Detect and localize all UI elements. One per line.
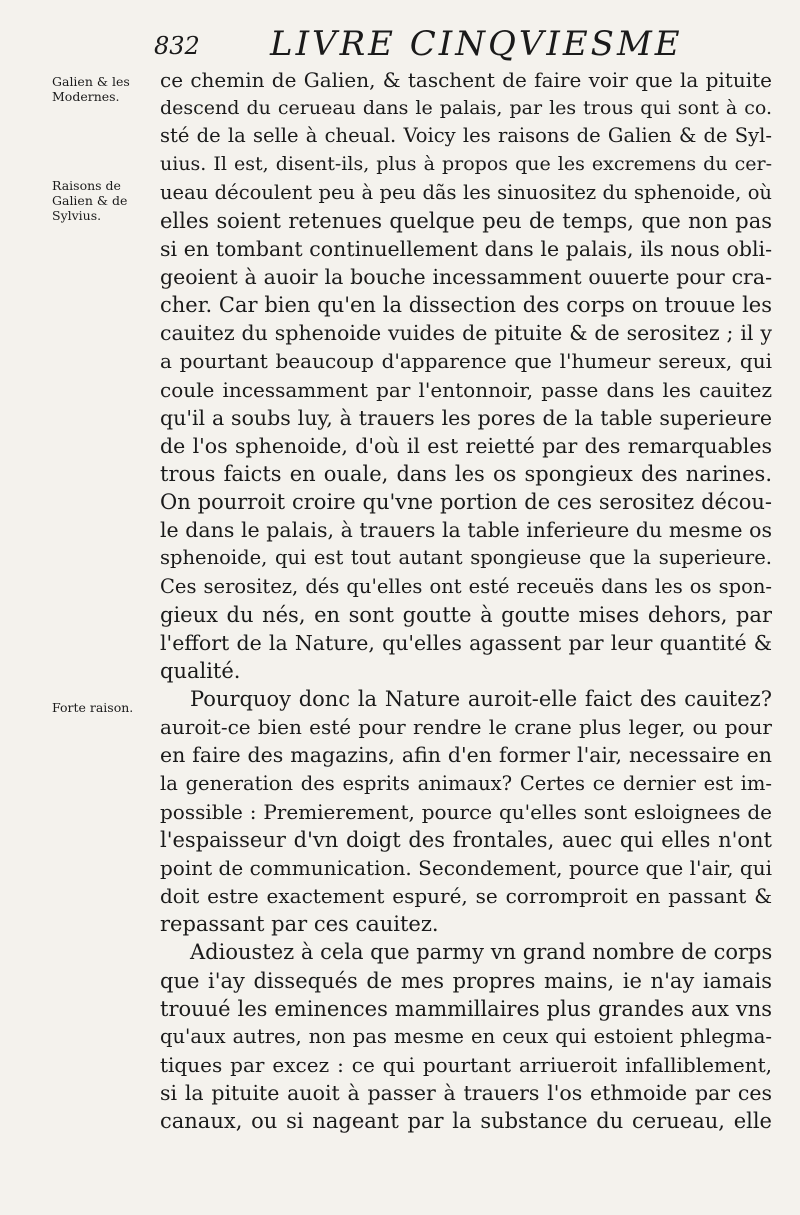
text-line: auroit-ce bien esté pour rendre le crane plus leger, ou pour <box>160 715 772 740</box>
margin-note: Raisons de Galien & de Sylvius. <box>52 178 128 223</box>
text-line: qu'aux autres, non pas mesme en ceux qui estoient phlegma- <box>160 1024 772 1048</box>
page-number: 832 <box>154 32 200 60</box>
text-line: repassant par ces cauitez. <box>160 912 439 937</box>
text-line: point de communication. Secondement, pource que l'air, qui <box>160 855 772 880</box>
text-line: a pourtant beaucoup d'apparence que l'humeur sereux, qui <box>160 349 772 374</box>
margin-note: Galien & les Modernes. <box>52 74 130 104</box>
text-line: doit estre exactement espuré, se corromproit en passant & <box>160 884 772 909</box>
text-line: coule incessamment par l'entonnoir, passe dans les cauitez <box>160 377 772 402</box>
text-line: trouué les eminences mammillaires plus grandes aux vns <box>160 996 772 1021</box>
text-line: trous faicts en ouale, dans les os spongieux des narines. <box>160 461 772 486</box>
text-line: de l'os sphenoide, d'où il est reietté par des remarquables <box>160 433 772 458</box>
text-line: qualité. <box>160 658 241 683</box>
text-line: si en tombant continuellement dans le palais, ils nous obli- <box>160 236 772 261</box>
text-line: l'espaisseur d'vn doigt des frontales, auec qui elles n'ont <box>160 827 772 852</box>
text-line: que i'ay dissequés de mes propres mains, ie n'ay iamais <box>160 968 772 993</box>
text-line: canaux, ou si nageant par la substance du cerueau, elle <box>160 1109 772 1134</box>
text-line: Ces serositez, dés qu'elles ont esté receuës dans les os spon- <box>160 574 772 598</box>
margin-note: Forte raison. <box>52 700 134 715</box>
text-line: sté de la selle à cheual. Voicy les raisons de Galien & de Syl- <box>160 124 772 148</box>
text-line: cauitez du sphenoide vuides de pituite & de serositez ; il y <box>160 321 772 346</box>
text-line: le dans le palais, à trauers la table inferieure du mesme os <box>160 518 772 543</box>
text-line: elles soient retenues quelque peu de temps, que non pas <box>160 208 772 233</box>
text-line: en faire des magazins, afin d'en former l'air, necessaire en <box>160 743 772 768</box>
text-line: uius. Il est, disent-ils, plus à propos que les excremens du cer- <box>160 153 772 176</box>
text-line: cher. Car bien qu'en la dissection des corps on trouue les <box>160 293 772 318</box>
text-line: possible : Premierement, pource qu'elles sont esloignees de <box>160 799 772 824</box>
text-line: tiques par excez : ce qui pourtant arriueroit infalliblement, <box>160 1052 772 1077</box>
text-line: On pourroit croire qu'vne portion de ces serositez décou- <box>160 490 772 515</box>
text-line: ce chemin de Galien, & taschent de faire voir que la pituite <box>160 68 772 92</box>
body-text <box>160 66 772 1135</box>
text-line: si la pituite auoit à passer à trauers l'os ethmoide par ces <box>160 1081 772 1106</box>
running-title: LIVRE CINQVIESME <box>270 24 683 64</box>
page-header <box>150 22 780 68</box>
text-line: ueau découlent peu à peu dãs les sinuositez du sphenoide, où <box>160 180 772 204</box>
text-line: gieux du nés, en sont goutte à goutte mises dehors, par <box>160 602 772 627</box>
text-line: qu'il a soubs luy, à trauers les pores de la table superieure <box>160 405 772 430</box>
text-line: l'effort de la Nature, qu'elles agassent par leur quantité & <box>160 630 772 655</box>
text-line: Adioustez à cela que parmy vn grand nombre de corps <box>190 940 772 965</box>
text-line: la generation des esprits animaux? Certes ce dernier est im- <box>160 771 772 795</box>
text-line: sphenoide, qui est tout autant spongieuse que la superieure. <box>160 546 772 570</box>
text-line: geoient à auoir la bouche incessamment ouuerte pour cra- <box>160 264 772 289</box>
text-line: descend du cerueau dans le palais, par les trous qui sont à co. <box>160 97 772 120</box>
text-line: Pourquoy donc la Nature auroit-elle faict des cauitez? <box>190 687 772 712</box>
